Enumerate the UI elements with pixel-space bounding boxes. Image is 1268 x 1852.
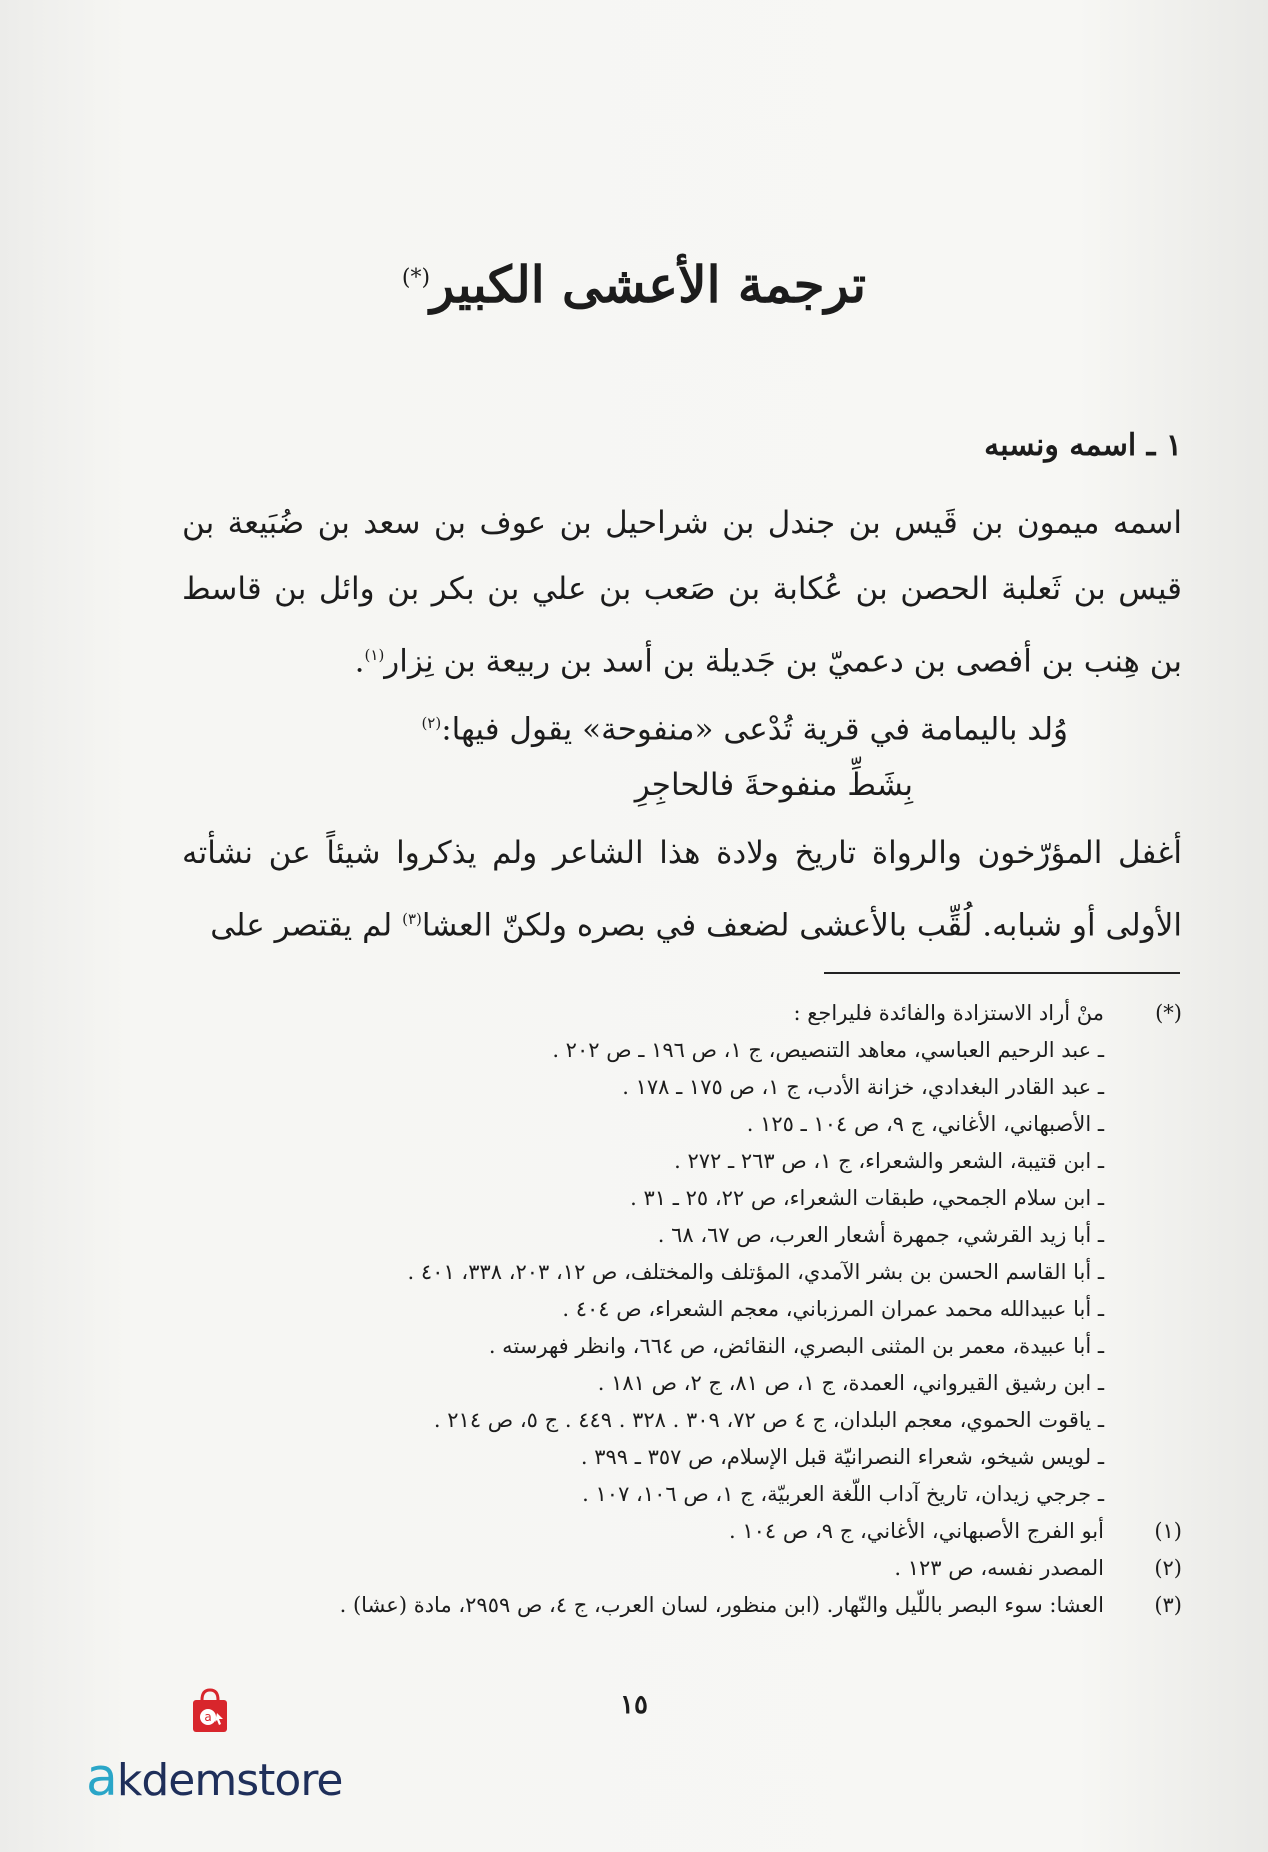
shopping-bag-icon bbox=[190, 1688, 230, 1734]
reference-item: ـ أبا عبيدة، معمر بن المثنى البصري، النقائض، ص ٦٦٤، وانظر فهرسته . bbox=[488, 1334, 1104, 1358]
paragraph-lineage bbox=[182, 490, 1182, 694]
logo-wordmark-rest: kdemstore bbox=[116, 1755, 343, 1806]
reference-item: ـ ابن سلام الجمحي، طبقات الشعراء، ص ٢٢، ٢٥ ـ ٣١ . bbox=[630, 1186, 1104, 1210]
footnote-star bbox=[182, 995, 1182, 1032]
period: . bbox=[354, 643, 365, 680]
footnote-ref-1: (١) bbox=[364, 646, 385, 664]
footnote-2 bbox=[182, 1550, 1182, 1587]
footnote-ref-2: (٢) bbox=[421, 714, 442, 732]
reference-item: ـ جرجي زيدان، تاريخ آداب اللّغة العربيّة، ج ١، ص ١٠٦، ١٠٧ . bbox=[582, 1482, 1104, 1506]
reference-item: ـ أبا زيد القرشي، جمهرة أشعار العرب، ص ٦٧، ٦٨ . bbox=[657, 1223, 1104, 1247]
footnote-3 bbox=[182, 1587, 1182, 1624]
footnote-3-number: (٣) bbox=[1154, 1593, 1182, 1617]
footnote-ref-3: (٣) bbox=[402, 910, 422, 928]
verse-line: بِشَطِّ منفوحةَ فالحاجِرِ bbox=[634, 767, 913, 803]
reference-item: ـ أبا القاسم الحسن بن بشر الآمدي، المؤتلف والمختلف، ص ١٢، ٢٠٣، ٣٣٨، ٤٠١ . bbox=[407, 1260, 1104, 1284]
akdemstore-logo bbox=[86, 1688, 366, 1808]
paragraph-history bbox=[182, 820, 1182, 958]
title-text: ترجمة الأعشى الكبير bbox=[430, 255, 867, 314]
logo-letter-a: a bbox=[86, 1748, 117, 1808]
section-heading: ١ ـ اسمه ونسبه bbox=[984, 428, 1182, 463]
paragraph-lineage-text: اسمه ميمون بن قَيس بن جندل بن شراحيل بن عوف بن سعد بن ضُبَيعة بن قيس بن ثَعلبة الحصن بن عُكابة بن صَعب بن علي بن بكر بن وائل بن قاسط بن هِنب بن أفصى بن دعميّ بن جَديلة بن أسد بن ربيعة بن نِزار bbox=[182, 505, 1182, 680]
reference-item: ـ ابن رشيق القيرواني، العمدة، ج ١، ص ٨١، ج ٢، ص ١٨١ . bbox=[597, 1371, 1104, 1395]
paragraph-history-text: أغفل المؤرّخون والرواة تاريخ ولادة هذا الشاعر ولم يذكروا شيئاً عن نشأته الأولى أو شبابه. لُقِّب بالأعشى لضعف في بصره ولكنّ العشا bbox=[182, 835, 1182, 944]
svg-text:a: a bbox=[204, 1710, 212, 1724]
footnote-1-text: أبو الفرج الأصبهاني، الأغاني، ج ٩، ص ١٠٤ . bbox=[729, 1519, 1104, 1543]
footnote-1 bbox=[182, 1513, 1182, 1550]
page-number: ١٥ bbox=[620, 1690, 648, 1720]
title-footnote-mark: (*) bbox=[401, 265, 431, 291]
reference-item: ـ عبد الرحيم العباسي، معاهد التنصيص، ج ١، ص ١٩٦ ـ ص ٢٠٢ . bbox=[552, 1038, 1104, 1062]
footnote-2-number: (٢) bbox=[1154, 1556, 1182, 1580]
reference-item: ـ ياقوت الحموي، معجم البلدان، ج ٤ ص ٧٢، ٣٠٩ . ٣٢٨ . ٤٤٩ . ج ٥، ص ٢١٤ . bbox=[433, 1408, 1104, 1432]
reference-item: ـ لويس شيخو، شعراء النصرانيّة قبل الإسلام، ص ٣٥٧ ـ ٣٩٩ . bbox=[580, 1445, 1104, 1469]
reference-item: ـ الأصبهاني، الأغاني، ج ٩، ص ١٠٤ ـ ١٢٥ . bbox=[746, 1112, 1104, 1136]
reference-item: ـ ابن قتيبة، الشعر والشعراء، ج ١، ص ٢٦٣ ـ ٢٧٢ . bbox=[674, 1149, 1104, 1173]
footnote-star-intro: منْ أراد الاستزادة والفائدة فليراجع : bbox=[793, 1001, 1104, 1025]
footnote-3-text: العشا: سوء البصر باللّيل والنّهار. (ابن منظور، لسان العرب، ج ٤، ص ٢٩٥٩، مادة (عشا) . bbox=[339, 1593, 1104, 1617]
reference-item: ـ أبا عبيدالله محمد عمران المرزباني، معجم الشعراء، ص ٤٠٤ . bbox=[562, 1297, 1104, 1321]
reference-item: ـ عبد القادر البغدادي، خزانة الأدب، ج ١، ص ١٧٥ ـ ١٧٨ . bbox=[622, 1075, 1104, 1099]
paragraph-history-continuation: لم يقتصر على bbox=[210, 907, 403, 944]
footnote-2-text: المصدر نفسه، ص ١٢٣ . bbox=[894, 1556, 1104, 1580]
footnotes bbox=[182, 995, 1182, 1624]
footnote-star-number: (*) bbox=[1155, 1001, 1182, 1025]
paragraph-birthplace bbox=[188, 690, 1068, 762]
footnote-1-number: (١) bbox=[1154, 1519, 1182, 1543]
footnote-divider bbox=[824, 972, 1180, 974]
paragraph-birthplace-text: وُلد باليمامة في قرية تُدْعى «منفوحة» يقول فيها: bbox=[441, 711, 1068, 748]
logo-wordmark bbox=[86, 1748, 343, 1808]
page-title bbox=[0, 255, 1268, 314]
